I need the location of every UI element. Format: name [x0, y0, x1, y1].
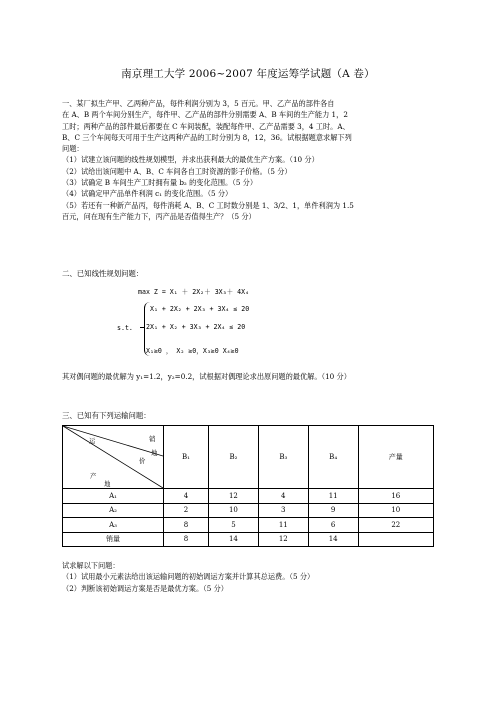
q3-after-text: 试求解以下问题： [62, 561, 120, 570]
table-header-row [63, 426, 434, 489]
q2-heading: 二、已知线性规划问题： [62, 269, 144, 278]
table-cell: 11 [258, 518, 308, 533]
table-row [63, 489, 434, 504]
q2-constraint-1: X₁ + 2X₂ + 2X₃ + 3X₄ ≤ 20 [150, 305, 250, 313]
q3-heading: 三、已知有下列运输问题： [62, 411, 151, 420]
q1-item: （1）试建立该问题的线性规划模型，并求出获利最大的最优生产方案。（10 分） [62, 155, 319, 165]
q1-line: 工时；两种产品的部件最后都要在 C 车间装配，装配每件甲、乙产品需要 3，4 工时。A、 [62, 121, 350, 131]
q1-item: （4）试确定甲产品单件利润 c₁ 的变化范围。（5 分） [62, 189, 233, 199]
column-header: 产量 [358, 426, 433, 489]
row-label: 销量 [63, 532, 164, 547]
q2-constraint-2: 2X₁ + X₂ + 3X₃ + 2X₄ ≤ 20 [146, 323, 246, 331]
transport-table [62, 425, 434, 547]
q1-item: （3）试确定 B 车间生产工时拥有量 b₂ 的变化范围。（5 分） [62, 178, 258, 188]
page-title: 南京理工大学 2006~2007 年度运筹学试题（A 卷） [121, 68, 375, 80]
q1-item: （5）若还有一种新产品丙，每件消耗 A、B、C 工时数分别是 1、3/2、1，单件利润为 1.5 [62, 200, 354, 210]
column-header: B₂ [209, 426, 259, 489]
table-cell: 12 [209, 489, 259, 504]
row-label: A₂ [63, 503, 164, 518]
table-cell: 9 [308, 503, 358, 518]
q1-line: 问题： [62, 144, 84, 154]
table-cell: 8 [164, 532, 209, 547]
corner-label-di: 地 [151, 449, 158, 457]
corner-label-yun: 运 [89, 437, 96, 445]
table-cell: 14 [209, 532, 259, 547]
table-cell: 2 [164, 503, 209, 518]
q3-followup [62, 560, 434, 594]
q1-line: 在 A、B 两个车间分别生产，每件甲、乙产品的部件分别需要 A、B 车间的生产能力 1，2 [62, 110, 348, 120]
table-cell: 5 [209, 518, 259, 533]
corner-label-jia: 价 [139, 457, 146, 465]
table-cell: 14 [308, 532, 358, 547]
column-header: B₁ [164, 426, 209, 489]
table-cell: 10 [209, 503, 259, 518]
table-row [63, 518, 434, 533]
empty-cell [358, 532, 433, 547]
q1-line: 一、某厂拟生产甲、乙两种产品，每件利润分别为 3，5 百元。甲、乙产品的部件各自 [62, 99, 335, 108]
column-header: B₄ [308, 426, 358, 489]
table-cell: 8 [164, 518, 209, 533]
table-cell: 3 [258, 503, 308, 518]
constraint-brace-tip [140, 327, 144, 328]
corner-label-xiao: 销 [149, 435, 156, 443]
table-cell: 12 [258, 532, 308, 547]
q2-nonnegativity: X₁≥0 ， X₂ ≥0，X₃≥0 X₄≥0 [146, 347, 239, 355]
corner-diagonal-lines [63, 426, 163, 488]
table-row [63, 503, 434, 518]
row-label: A₁ [63, 489, 164, 504]
table-cell: 10 [358, 503, 433, 518]
corner-label-chan: 产 [90, 472, 97, 480]
q2-text: 其对偶问题的最优解为 y₁=1.2，y₂=0.2，试根据对偶理论求出原问题的最优解。（10 分） [62, 372, 351, 381]
q2-st-label: s.t. [117, 324, 133, 332]
q1-item: （2）试给出该问题中 A、B、C 车间各自工时资源的影子价格。（5 分） [62, 166, 292, 176]
table-cell: 4 [258, 489, 308, 504]
column-header: B₃ [258, 426, 308, 489]
corner-label-di2: 地 [104, 480, 111, 488]
table-cell: 22 [358, 518, 433, 533]
question-1 [62, 98, 434, 222]
row-label: A₃ [63, 518, 164, 533]
table-cell: 6 [308, 518, 358, 533]
q3-item: （2）判断该初始调运方案是否是最优方案。（5 分） [62, 583, 228, 593]
q1-item: 百元，问在现有生产能力下，丙产品是否值得生产？（5 分） [62, 211, 256, 221]
q1-line: B、C 三个车间每天可用于生产这两种产品的工时分别为 8，12，36。试根据题意求解下列 [62, 132, 352, 142]
demand-row [63, 532, 434, 547]
q3-item: （1）试用最小元素法给出该运输问题的初始调运方案并计算其总运费。（5 分） [62, 572, 315, 582]
table-cell: 4 [164, 489, 209, 504]
q2-objective: max Z = X₁ ＋ 2X₂＋ 3X₃＋ 4X₄ [138, 288, 250, 296]
corner-cell [63, 426, 164, 489]
table-cell: 16 [358, 489, 433, 504]
table-cell: 11 [308, 489, 358, 504]
